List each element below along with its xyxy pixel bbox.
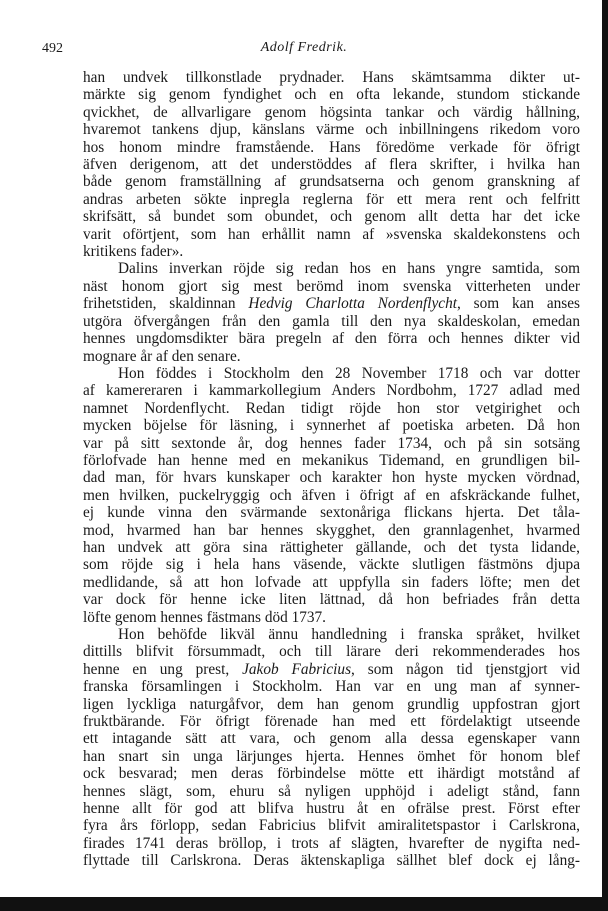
text-segment: hos honom mindre framstående. Hans föredöme verkade för öfrigt [83,138,580,156]
text-segment: frihetstiden, skaldinnan [83,295,249,313]
text-segment: märkte sig genom fyndighet och en ofta lekande, stundom stickande [83,86,580,104]
text-segment: men hvilken, puckelryggig och äfven i öfrigt af en afskräckande fulhet, [83,486,580,504]
text-line [83,208,580,225]
italic-name: Jakob Fabricius [242,660,352,678]
text-line [83,504,580,521]
text-segment: han snart sin unga lärjunges hjerta. Hennes ömhet för honom blef [83,747,580,765]
text-line [83,696,580,713]
text-line [83,417,580,434]
text-line [83,539,580,556]
italic-name: Hedvig Charlotta Nordenflycht [248,295,457,313]
text-segment: af kamereraren i kammarkollegium Anders Nordbohm, 1727 adlad med [83,382,580,400]
text-line [83,435,580,452]
text-segment: mognare år af den senare. [83,347,241,365]
text-segment: ock besvarad; men deras förbindelse mötte ett ihärdigt motstånd af [83,765,580,783]
text-segment: ligen lyckliga naturgåfvor, dem han genom grundlig uppfostran gjort [83,695,580,713]
text-line [83,626,580,643]
text-segment: kritikens fader». [83,243,184,261]
text-line [83,226,580,243]
text-line [83,69,580,86]
text-line [83,817,580,834]
scan-right-border [602,0,608,911]
running-title: Adolf Fredrik. [260,40,348,55]
text-segment: både genom framställning af grundsatserna och genom granskning af [83,173,580,191]
text-segment: qvickhet, de allvarligare genom högsinta tankar och värdig hållning, [83,103,580,121]
text-line [83,835,580,852]
text-line [83,748,580,765]
text-segment: fyra års förlopp, sedan Fabricius blifvit amiralitetspastor i Carlskrona, [83,817,580,835]
text-segment: andras arbeten sökte inpregla reglerna för ett mera rent och felfritt [83,190,580,208]
text-segment: , som någon tid tjenstgjort vid [351,660,581,678]
text-segment: hennes ungdomsdikter bära pregeln af den förra och hennes dikter vid [83,330,580,348]
text-segment: mycken böjelse för läsning, i synnerhet af poetiska arbeten. Då hon [83,417,580,435]
text-line [83,469,580,486]
text-segment: näst honom gjort sig mest berömd inom svenska vitterheten under [83,277,580,295]
body-text [83,69,580,870]
text-line [83,330,580,347]
text-line [83,765,580,782]
text-segment: var dock för henne icke liten lättnad, då hon befriades från detta [83,591,580,609]
text-line [83,191,580,208]
text-line [83,243,580,260]
text-segment: han undvek tillkonstlade prydnader. Hans skämtsamma dikter ut- [83,69,580,86]
text-segment: namnet Nordenflycht. Redan tidigt röjde hon stor vetgirighet och [83,399,580,417]
text-line [83,348,580,365]
text-line [83,522,580,539]
text-segment: hvaremot tankens djup, känslans värme och inbillningens rikedom voro [83,121,580,139]
text-line [83,139,580,156]
text-line [83,574,580,591]
text-segment: , som kan anses [457,295,580,313]
text-segment: flyttade till Carlskrona. Deras äktenskapliga sällhet blef dock ej lång- [83,852,580,870]
text-segment: henne allt för god att blifva hustru åt en ofrälse prest. Först efter [83,800,580,818]
text-segment: ej kunde vinna den svärmande sextonåriga flickans hjerta. Det tåla- [83,504,580,522]
text-segment: hennes slägt, som, ehuru så nyligen upphöjd i adeligt stånd, fann [83,782,580,800]
text-line [83,295,580,312]
text-segment: han undvek att göra sina rättigheter gällande, och det tysta lidande, [83,538,580,556]
text-segment: dad man, för hvars kunskaper och karakter hon hyste mycken vördnad, [83,469,580,487]
scan-bottom-border [0,897,608,911]
text-segment: firades 1741 deras bröllop, i trots af slägten, hvarefter de nygifta ned- [83,834,580,852]
text-segment: fruktbärande. För öfrigt förenade han med ett fördelaktigt utseende [83,713,580,731]
text-segment: skrifsätt, så bundet som obundet, och genom allt detta har det icke [83,208,580,226]
text-line [83,121,580,138]
text-segment: löfte genom hennes fästmans död 1737. [83,608,327,626]
text-segment: som röjde sig i hela hans väsende, väckte slutligen fästmöns djupa [83,556,580,574]
text-line [83,556,580,573]
text-line [83,365,580,382]
text-line [83,591,580,608]
text-line [83,452,580,469]
text-segment: förlofvade han henne med en mekanikus Tidemand, en grundligen bil- [83,451,580,469]
text-line [83,661,580,678]
page-number: 492 [42,41,63,56]
text-line [83,643,580,660]
text-line [83,260,580,277]
text-segment: varit oförtjent, som han erhållit namn af »svenska skaldekonstens och [83,225,580,243]
text-segment: äfven derigenom, att det understöddes af flera skrifter, i hvilka han [83,156,580,174]
text-line [83,678,580,695]
text-segment: henne en ung prest, [83,660,243,678]
text-line [83,173,580,190]
text-line [83,104,580,121]
text-line [83,800,580,817]
text-line [83,400,580,417]
text-segment: Dalins inverkan röjde sig redan hos en hans yngre samtida, som [118,260,580,278]
text-line [83,313,580,330]
text-line [83,609,580,626]
text-segment: Hon behöfde likväl ännu handledning i franska språket, hvilket [118,626,580,643]
text-segment: ett intagande sätt att vara, och genom alla dessa egenskaper vann [83,730,580,748]
text-line [83,382,580,399]
text-segment: franska församlingen i Stockholm. Han var en ung man af synner- [83,678,580,696]
text-segment: dittills blifvit försummadt, och till lärare deri rekommenderades hos [83,643,580,661]
text-line [83,86,580,103]
text-line [83,730,580,747]
text-line [83,156,580,173]
text-segment: mod, hvarmed han bar hennes skygghet, den grannlagenhet, hvarmed [83,521,580,539]
text-segment: var på sitt sextonde år, dog hennes fader 1734, och på sin sotsäng [83,434,580,452]
text-segment: utgöra öfvergången från den gamla till den nya skaldeskolan, emedan [83,312,580,330]
text-line [83,852,580,869]
text-line [83,713,580,730]
text-segment: Hon föddes i Stockholm den 28 November 1718 och var dotter [118,364,580,382]
text-segment: medlidande, så att hon lofvade att uppfylla sin faders löfte; men det [83,573,580,591]
text-line [83,487,580,504]
text-line [83,278,580,295]
text-line [83,783,580,800]
